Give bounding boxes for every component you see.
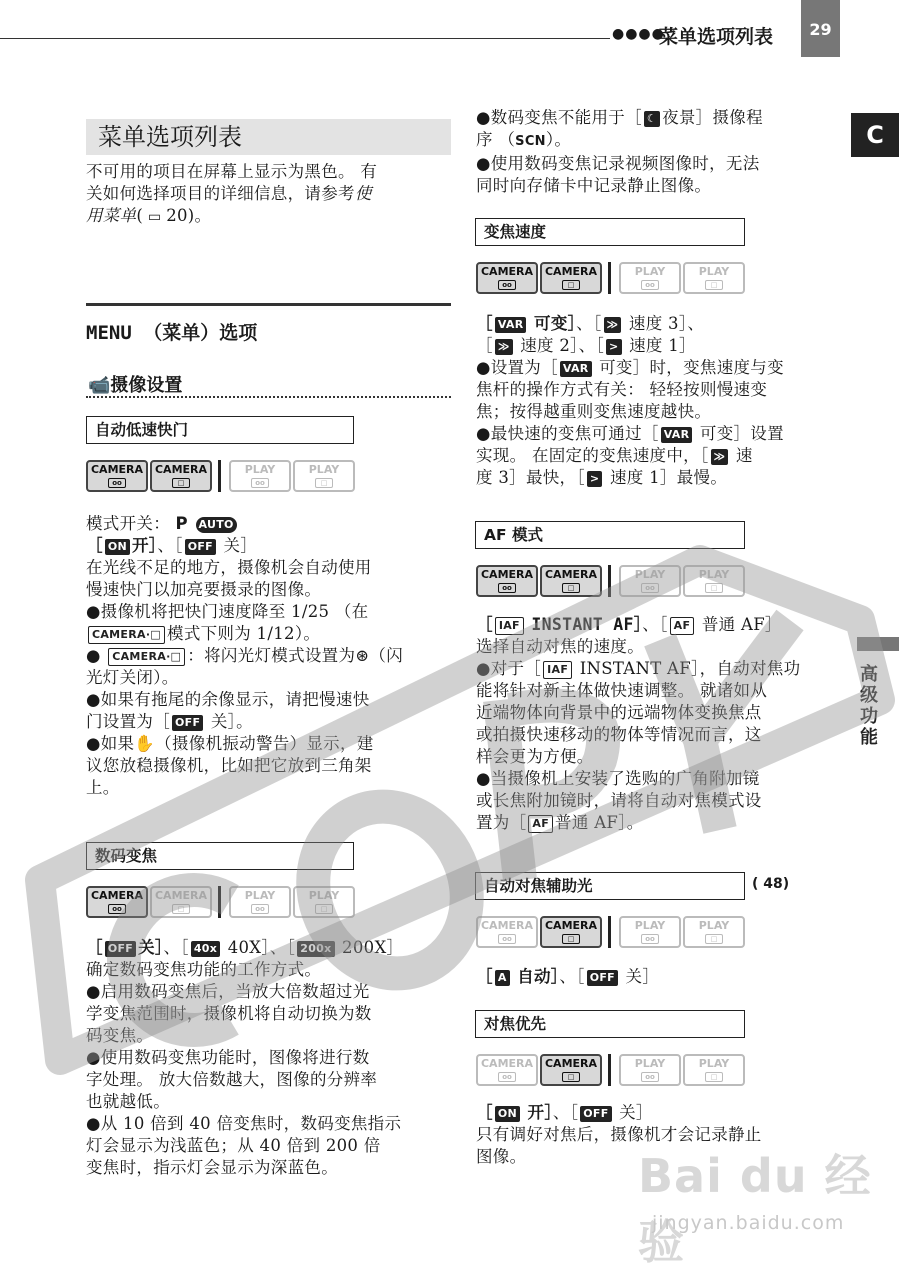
af-assist-label: 自动对焦辅助光 xyxy=(475,872,745,900)
camera-icon: 📹 xyxy=(88,375,111,396)
mode-indicators xyxy=(476,916,747,948)
camera-settings-heading: 📹摄像设置 xyxy=(88,375,183,396)
camera-card-mode: CAMERA □ xyxy=(150,886,212,918)
off-icon: OFF xyxy=(587,970,618,986)
af-mode-text: ［ IAF INSTANT AF］、［ AF 普通 AF］ 选择自动对焦的速度。 ●对于［ IAF INSTANT AF］，自动对焦功 能将针对新主体做快速调整。 就诸如从 近端物体向背景中的远端物体变换焦点 或拍摄快速移动的物体等情况而言，这 样会更为方便。 ●当摄像机上安装了选购的广角附加镜 或长焦附加镜时，请将自动对焦模式设 置为［ AF 普通 AF］。 xyxy=(476,615,801,832)
zoom-speed-label: 变焦速度 xyxy=(475,218,745,246)
play-tape-mode: PLAY oo xyxy=(619,565,681,597)
camera-card-icon: CAMERA·□ xyxy=(108,648,185,666)
play-tape-mode: PLAY oo xyxy=(619,916,681,948)
auto-icon: AUTO xyxy=(196,517,237,533)
camera-card-mode: CAMERA □ xyxy=(540,1054,602,1086)
play-card-mode: PLAY □ xyxy=(683,565,745,597)
header-dots: ●●●● xyxy=(612,26,665,42)
camera-card-mode: CAMERA □ xyxy=(540,262,602,294)
book-icon: ▭ xyxy=(143,209,167,225)
af-assist-text: ［ A 自动］、［ OFF 关］ xyxy=(476,967,660,986)
header-rule xyxy=(0,38,610,39)
play-tape-mode: PLAY oo xyxy=(229,460,291,492)
camera-card-mode: CAMERA □ xyxy=(540,916,602,948)
camera-card-mode: CAMERA □ xyxy=(540,565,602,597)
page-reference: ( 48) xyxy=(752,876,790,892)
page-number: 29 xyxy=(801,0,840,57)
zoom-speed-text: ［ VAR 可变］、［ ≫ 速度 3］、 ［ ≫ 速度 2］、［ > 速度 1］ ●设置为［ VAR 可变］时，变焦速度与变 焦杆的操作方式有关： 轻轻按则慢速变 焦；按得越重则变焦速度越快。 ●最快速的变焦可通过［ VAR 可变］设置 实现。 在固定的变焦速度中，［ ≫ 速 度 3］最快，［ > 速度 1］最慢。 xyxy=(476,314,784,487)
zoom-40x-icon: 40x xyxy=(191,941,220,957)
camera-tape-mode: CAMERA oo xyxy=(86,886,148,918)
instant-af-icon: IAF xyxy=(495,617,524,635)
speed2-icon: ≫ xyxy=(495,339,513,355)
section-rule xyxy=(86,303,451,306)
running-head: 菜单选项列表 xyxy=(659,26,774,48)
menu-heading: MENU （菜单）选项 xyxy=(86,322,258,344)
page-title: 菜单选项列表 xyxy=(86,119,451,155)
af-mode-label: AF 模式 xyxy=(475,521,745,549)
digital-zoom-notes: ●数码变焦不能用于［ ☾ 夜景］摄像程 序 （SCN）。 ●使用数码变焦记录视频图像时，无法 同时向存储卡中记录静止图像。 xyxy=(476,108,763,195)
zoom-200x-icon: 200x xyxy=(297,941,334,957)
instant-af-icon: IAF xyxy=(543,661,572,679)
night-icon: ☾ xyxy=(644,111,660,127)
focus-priority-text: ［ ON 开］、［ OFF 关］ 只有调好对焦后，摄像机才会记录静止 图像。 xyxy=(476,1103,762,1166)
camera-tape-mode: CAMERA oo xyxy=(86,460,148,492)
auto-a-icon: A xyxy=(495,970,510,986)
camera-card-mode: CAMERA □ xyxy=(150,460,212,492)
slow-shutter-text: 模式开关： P AUTO ［ ON 开］、［ OFF 关］ 在光线不足的地方，摄像机会自动使用 慢速快门以加亮要摄录的图像。 ●摄像机将把快门速度降至 1/25 （在 CAMERA·□ 模式下则为 1/12）。 ● CAMERA·□ ：将闪光灯模式设置为⊛（闪 光灯关闭）。 ●如果有拖尾的余像显示，请把慢速快 门设置为［ OFF 关］。 ●如果✋（摄像机振动警告）显示，建 议您放稳摄像机，比如把它放到三角架 上。 xyxy=(86,514,404,797)
intro-paragraph: 不可用的项目在屏幕上显示为黑色。 有 关如何选择项目的详细信息，请参考使 用菜单( ▭ 20)。 xyxy=(86,162,378,225)
on-icon: ON xyxy=(105,539,130,555)
camera-tape-mode: CAMERA oo xyxy=(476,916,538,948)
camera-tape-mode: CAMERA oo xyxy=(476,565,538,597)
play-card-mode: PLAY □ xyxy=(683,262,745,294)
camera-tape-mode: CAMERA oo xyxy=(476,1054,538,1086)
baidu-watermark: Bai du 经验 xyxy=(638,1149,872,1269)
play-tape-mode: PLAY oo xyxy=(619,1054,681,1086)
side-tab-text: 高级功能 xyxy=(860,664,878,748)
mode-indicators xyxy=(86,460,357,492)
digital-zoom-text: ［ OFF 关］、［ 40x 40X］、［ 200x 200X］ 确定数码变焦功能的工作方式。 ●启用数码变焦后，当放大倍数超过光 学变焦范围时，摄像机将自动切换为数 码变焦。 ●使用数码变焦功能时，图像将进行数 字处理。 放大倍数越大，图像的分辨率 也就越低。 ●从 10 倍到 40 倍变焦时，数码变焦指示 灯会显示为浅蓝色；从 40 倍到 200 倍 变焦时，指示灯会显示为深蓝色。 xyxy=(86,938,404,1177)
speed1-icon: > xyxy=(606,339,622,355)
play-card-mode: PLAY □ xyxy=(683,1054,745,1086)
play-tape-mode: PLAY oo xyxy=(229,886,291,918)
camera-tape-mode: CAMERA oo xyxy=(476,262,538,294)
scn-icon: SCN xyxy=(515,134,546,149)
on-icon: ON xyxy=(495,1106,520,1122)
side-tab-bar xyxy=(857,637,899,651)
focus-priority-label: 对焦优先 xyxy=(475,1010,745,1038)
speed1-icon: > xyxy=(587,471,603,487)
off-icon: OFF xyxy=(185,539,216,555)
play-card-mode: PLAY □ xyxy=(683,916,745,948)
off-icon: OFF xyxy=(172,715,203,731)
flash-off-icon: ⊛ xyxy=(355,646,370,665)
off-icon: OFF xyxy=(580,1106,611,1122)
variable-icon: VAR xyxy=(495,317,527,333)
baidu-watermark-url: jingyan.baidu.com xyxy=(652,1212,845,1234)
play-tape-mode: PLAY oo xyxy=(619,262,681,294)
dotted-divider xyxy=(86,396,451,398)
normal-af-icon: AF xyxy=(528,815,553,833)
off-icon: OFF xyxy=(105,941,136,957)
slow-shutter-label: 自动低速快门 xyxy=(86,416,354,444)
mode-indicators xyxy=(476,565,747,597)
mode-indicators xyxy=(476,262,747,294)
mode-indicators xyxy=(476,1054,747,1086)
chapter-tab: C xyxy=(851,113,899,157)
shake-warning-icon: ✋ xyxy=(134,734,156,753)
play-card-mode: PLAY □ xyxy=(293,460,355,492)
digital-zoom-label: 数码变焦 xyxy=(86,842,354,870)
normal-af-icon: AF xyxy=(670,617,695,635)
mode-indicators xyxy=(86,886,357,918)
variable-icon: VAR xyxy=(560,361,592,377)
speed3-icon: ≫ xyxy=(604,317,622,333)
program-icon: P xyxy=(175,514,188,533)
play-card-mode: PLAY □ xyxy=(293,886,355,918)
variable-icon: VAR xyxy=(661,427,693,443)
speed3-icon: ≫ xyxy=(711,449,729,465)
camera-card-icon: CAMERA·□ xyxy=(88,626,165,644)
